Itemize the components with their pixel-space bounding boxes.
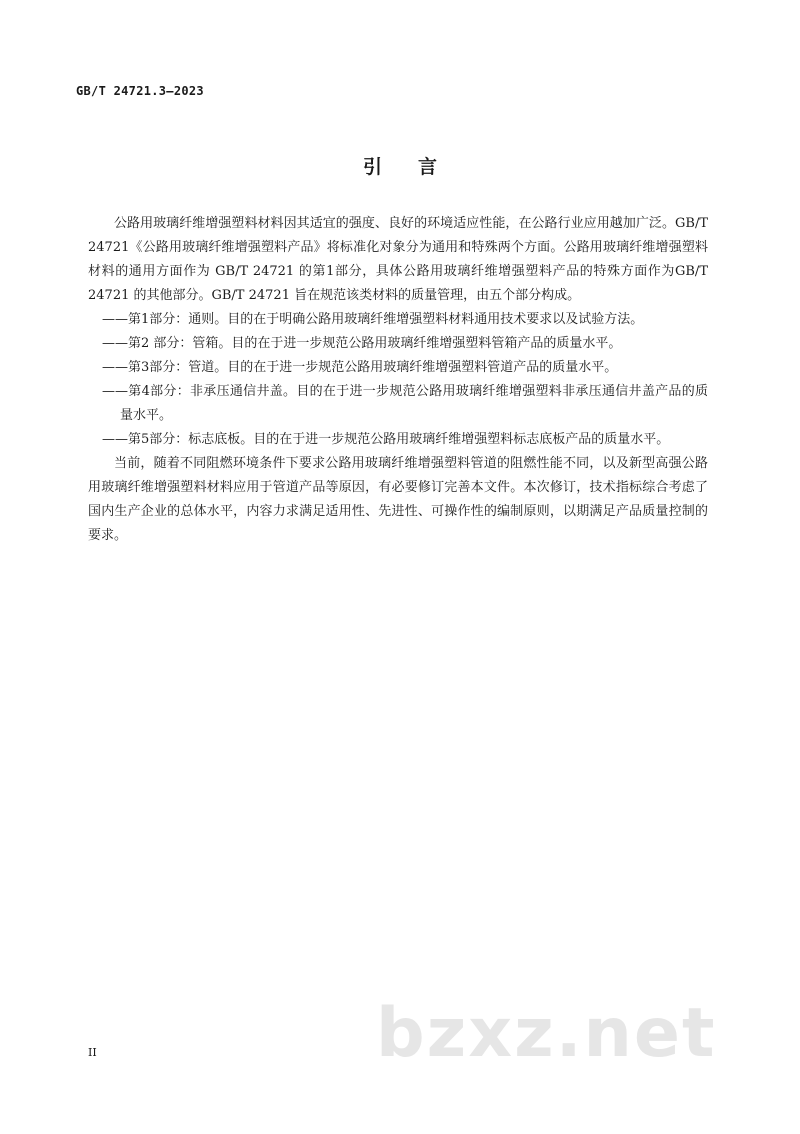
- intro-paragraph: 公路用玻璃纤维增强塑料材料因其适宜的强度、良好的环境适应性能，在公路行业应用越加广泛。GB/T 24721《公路用玻璃纤维增强塑料产品》将标准化对象分为通用和特殊两个方面。公路用玻璃纤维增强塑料材料的通用方面作为 GB/T 24721 的第1部分，具体公路用玻璃纤维增强塑料产品的特殊方面作为GB/T 24721 的其他部分。GB/T 24721 旨在规范该类材料的质量管理，由五个部分构成。: [88, 216, 708, 303]
- page-number: II: [88, 1046, 97, 1059]
- part-item-5: ——第5部分：标志底板。目的在于进一步规范公路用玻璃纤维增强塑料标志底板产品的质量水平。: [102, 432, 670, 447]
- parts-list: [88, 308, 708, 452]
- body-text: [88, 212, 708, 548]
- closing-paragraph: 当前，随着不同阻燃环境条件下要求公路用玻璃纤维增强塑料管道的阻燃性能不同，以及新型高强公路用玻璃纤维增强塑料材料应用于管道产品等原因，有必要修订完善本文件。本次修订，技术指标综合考虑了国内生产企业的总体水平，内容力求满足适用性、先进性、可操作性的编制原则，以期满足产品质量控制的要求。: [88, 456, 708, 543]
- part-item-1: ——第1部分：通则。目的在于明确公路用玻璃纤维增强塑料材料通用技术要求以及试验方法。: [102, 312, 644, 327]
- watermark-text: bzxz.net: [376, 994, 717, 1073]
- part-item-2: ——第2 部分：管箱。目的在于进一步规范公路用玻璃纤维增强塑料管箱产品的质量水平。: [102, 336, 622, 351]
- part-item-3: ——第3部分：管道。目的在于进一步规范公路用玻璃纤维增强塑料管道产品的质量水平。: [102, 360, 618, 375]
- section-title: 引言: [362, 156, 473, 178]
- standard-code: GB/T 24721.3—2023: [76, 84, 204, 98]
- part-item-4: ——第4部分：非承压通信井盖。目的在于进一步规范公路用玻璃纤维增强塑料非承压通信井盖产品的质量水平。: [102, 384, 708, 423]
